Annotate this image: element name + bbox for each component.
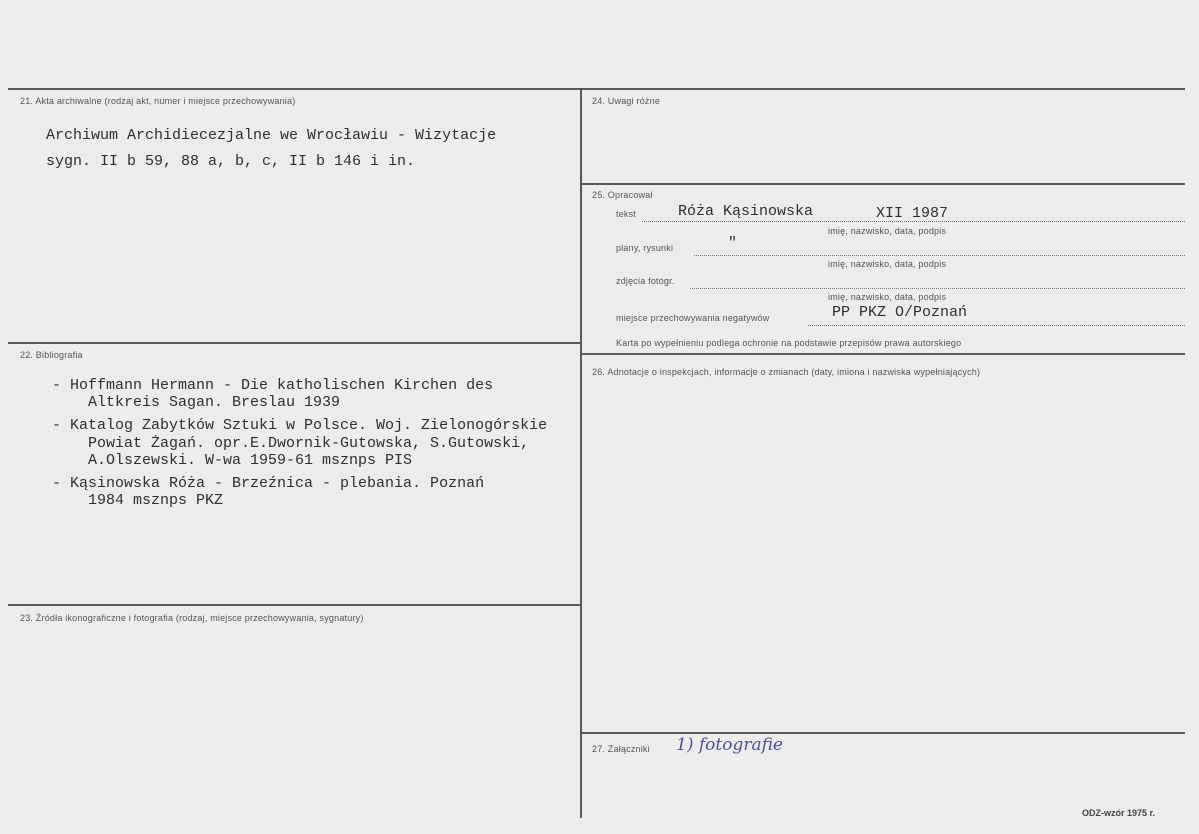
top-rule (8, 88, 1185, 90)
bib-entry-3-line-2: 1984 msznps PKZ (88, 492, 224, 509)
section-21-line-2: sygn. II b 59, 88 a, b, c, II b 146 i in. (46, 153, 416, 170)
zdjecia-line (690, 288, 1185, 289)
attachments-handwritten: 1) fotografie (676, 735, 783, 755)
bib-entry-1-line-1: - Hoffmann Hermann - Die katholischen Kirchen des (52, 377, 494, 394)
section-25-label: 25. Opracował (592, 190, 653, 200)
bib-entry-3-line-1: - Kąsinowska Róża - Brzeźnica - plebania. Poznań (52, 475, 485, 492)
plany-hint: imię, nazwisko, data, podpis (828, 259, 947, 269)
section-21-label: 21. Akta archiwalne (rodzaj akt, numer i miejsce przechowywania) (20, 96, 296, 106)
bib-entry-2-line-3: A.Olszewski. W-wa 1959-61 msznps PIS (88, 452, 413, 469)
bib-entry-2-line-1: - Katalog Zabytków Sztuki w Polsce. Woj. Zielonogórskie (52, 417, 548, 434)
column-divider (580, 88, 582, 818)
divider-26-27 (582, 732, 1185, 734)
section-21-line-1: Archiwum Archidiecezjalne we Wrocławiu - Wizytacje (46, 127, 497, 144)
section-22-label: 22. Bibliografia (20, 350, 83, 360)
section-23-label: 23. Źródła ikonograficzne i fotografia (rodzaj, miejsce przechowywania, sygnatury) (20, 613, 364, 623)
negatywy-value: PP PKZ O/Poznań (832, 304, 968, 321)
section-27-label: 27. Załączniki (592, 744, 650, 754)
tekst-label: tekst (616, 209, 637, 219)
section-26-label: 26. Adnotacje o inspekcjach, informacje o zmianach (daty, imiona i nazwiska wypełniających) (592, 367, 981, 377)
plany-label: plany, rysunki (616, 243, 674, 253)
zdjecia-hint: imię, nazwisko, data, podpis (828, 292, 947, 302)
plany-line (694, 255, 1185, 256)
form-version: ODZ-wzór 1975 r. (1082, 808, 1156, 818)
divider-22-23 (8, 604, 581, 606)
copyright-note: Karta po wypełnieniu podlega ochronie na podstawie przepisów prawa autorskiego (616, 338, 962, 348)
tekst-name: Róża Kąsinowska (678, 203, 814, 220)
divider-25-26 (582, 353, 1185, 355)
negatywy-label: miejsce przechowywania negatywów (616, 313, 770, 323)
divider-21-22 (8, 342, 581, 344)
negatywy-line (808, 325, 1185, 326)
section-24-label: 24. Uwagi różne (592, 96, 661, 106)
bib-entry-1-line-2: Altkreis Sagan. Breslau 1939 (88, 394, 341, 411)
bib-entry-2-line-2: Powiat Żagań. opr.E.Dwornik-Gutowska, S.Gutowski, (88, 435, 530, 452)
tekst-hint: imię, nazwisko, data, podpis (828, 226, 947, 236)
divider-24-25 (582, 183, 1185, 185)
zdjecia-label: zdjęcia fotogr. (616, 276, 675, 286)
tekst-date: XII 1987 (876, 205, 949, 222)
plany-value: " (728, 235, 738, 252)
